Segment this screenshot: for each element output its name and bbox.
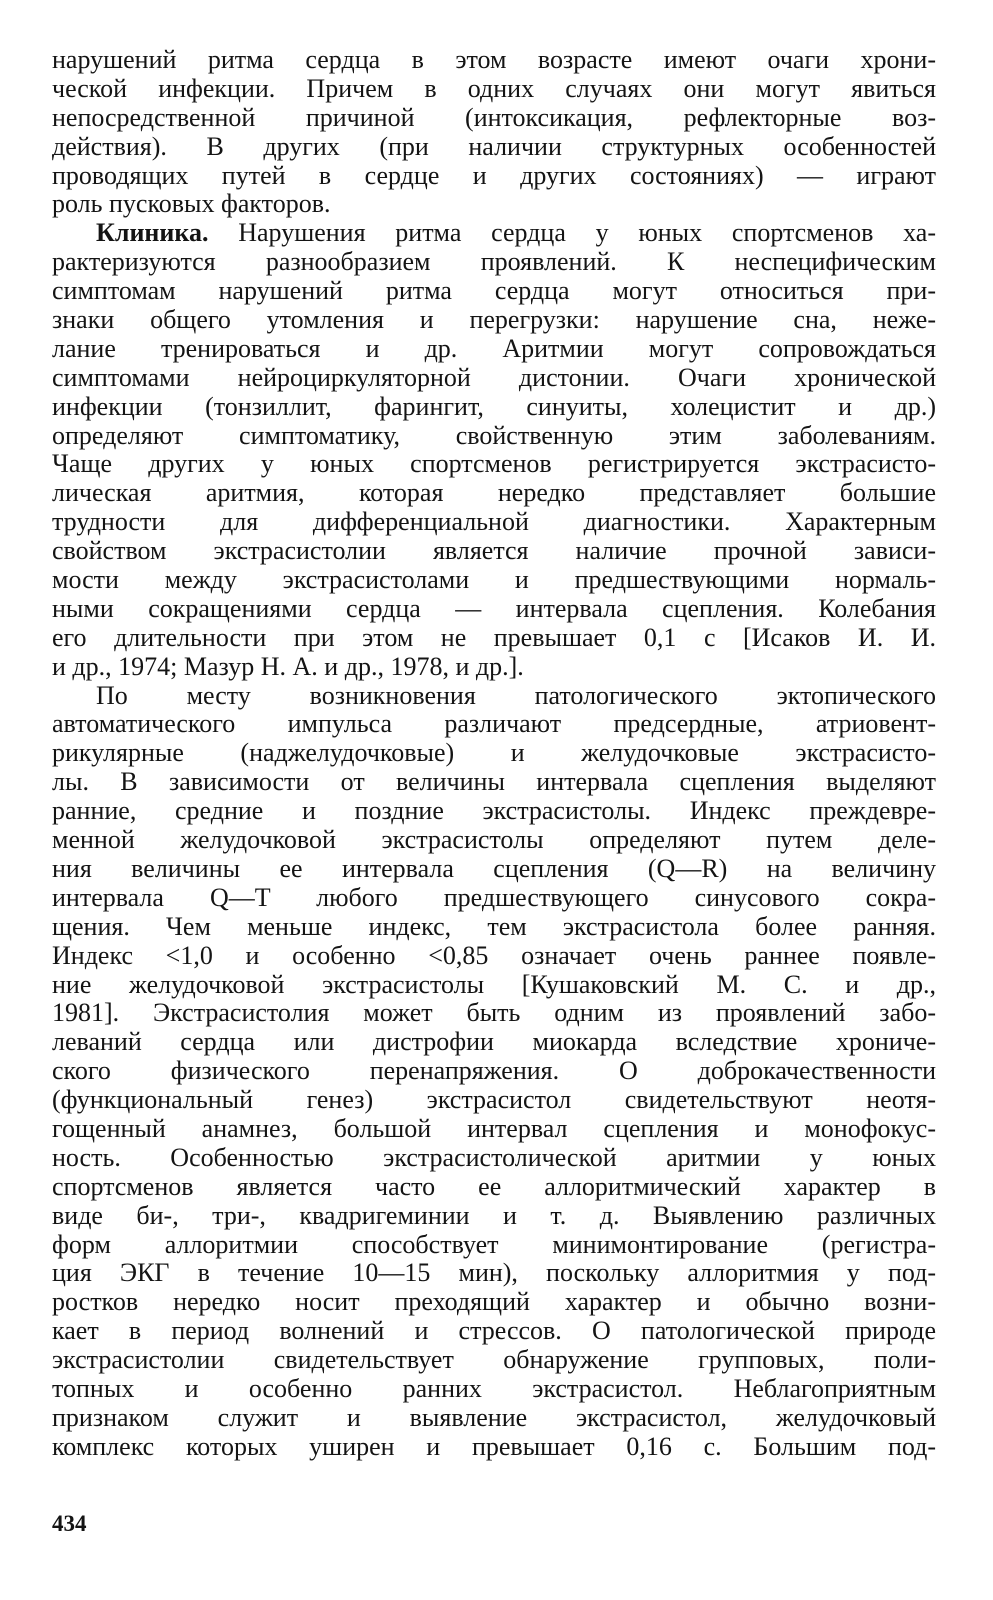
text-line: определяют симптоматику, свойственную этим заболеваниям. — [52, 420, 936, 450]
text-line: форм аллоритмии способствует минимонтирование (регистра- — [52, 1229, 936, 1259]
page-number: 434 — [52, 1511, 87, 1536]
text-line: его длительности при этом не превышает 0,1 с [Исаков И. И. — [52, 622, 936, 652]
text-line: рикулярные (наджелудочковые) и желудочковые экстрасисто- — [52, 738, 936, 768]
text-line: лическая аритмия, которая нередко представляет большие — [52, 478, 936, 508]
text-line: симптомами нейроциркуляторной дистонии. Очаги хронической — [52, 362, 936, 392]
text-line: ранние, средние и поздние экстрасистолы. Индекс преждевре- — [52, 796, 936, 826]
text-line: ческой инфекции. Причем в одних случаях они могут явиться — [52, 73, 936, 103]
section-heading-clinic: Клиника. — [96, 218, 209, 248]
text-line: признаком служит и выявление экстрасистол, желудочковый — [52, 1402, 936, 1432]
text-line: топных и особенно ранних экстрасистол. Неблагоприятным — [52, 1373, 936, 1403]
text-line: ния величины ее интервала сцепления (Q—R) на величину — [52, 853, 936, 883]
text-line: лание тренироваться и др. Аритмии могут сопровождаться — [52, 333, 936, 363]
paragraph-2 — [52, 219, 936, 681]
text-line: инфекции (тонзиллит, фарингит, синуиты, холецистит и др.) — [52, 391, 936, 421]
text-line: проводящих путей в сердце и других состояниях) — играют — [52, 160, 936, 190]
text-line: леваний сердца или дистрофии миокарда вследствие хрониче- — [52, 1027, 936, 1057]
text-line: экстрасистолии свидетельствует обнаружение групповых, поли- — [52, 1345, 936, 1375]
text-line: щения. Чем меньше индекс, тем экстрасистола более ранняя. — [52, 911, 936, 941]
text-line: (функциональный генез) экстрасистол свидетельствуют неотя- — [52, 1085, 936, 1115]
text-line: спортсменов является часто ее аллоритмический характер в — [52, 1171, 936, 1201]
text-line: автоматического импульса различают предсердные, атриовент- — [52, 709, 936, 739]
text-line-with-heading — [52, 219, 936, 248]
text-line: свойством экстрасистолии является наличие прочной зависи- — [52, 536, 936, 566]
text-line: непосредственной причиной (интоксикация, рефлекторные воз- — [52, 102, 936, 132]
text-line: ция ЭКГ в течение 10—15 мин), поскольку аллоритмия у под- — [52, 1258, 936, 1288]
text-line: и др., 1974; Мазур Н. А. и др., 1978, и др.]. — [52, 651, 524, 681]
text-line: нарушений ритма сердца в этом возрасте имеют очаги хрони- — [52, 45, 936, 74]
text-line: ростков нередко носит преходящий характер и обычно возни- — [52, 1287, 936, 1317]
text-line: ние желудочковой экстрасистолы [Кушаковский М. С. и др., — [52, 969, 936, 999]
text-line: ность. Особенностью экстрасистолической аритмии у юных — [52, 1142, 936, 1172]
text-line: роль пусковых факторов. — [52, 189, 331, 219]
text-line: симптомам нарушений ритма сердца могут относиться при- — [52, 276, 936, 306]
text-line: кает в период волнений и стрессов. О патологической природе — [52, 1316, 936, 1346]
text-line: Чаще других у юных спортсменов регистрируется экстрасисто- — [52, 449, 936, 479]
text-line: По месту возникновения патологического эктопического — [96, 680, 936, 710]
text-line: лы. В зависимости от величины интервала сцепления выделяют — [52, 767, 936, 797]
paragraph-1 — [52, 46, 936, 219]
text-line-content: Нарушения ритма сердца у юных спортсменов ха- — [238, 218, 937, 248]
text-line: знаки общего утомления и перегрузки: нарушение сна, неже- — [52, 305, 936, 335]
text-line: виде би-, три-, квадригеминии и т. д. Выявлению различных — [52, 1200, 936, 1230]
text-line: интервала Q—T любого предшествующего синусового сокра- — [52, 882, 936, 912]
text-line: ными сокращениями сердца — интервала сцепления. Колебания — [52, 593, 936, 623]
text-line: гощенный анамнез, большой интервал сцепления и монофокус- — [52, 1113, 936, 1143]
text-line: рактеризуются разнообразием проявлений. К неспецифическим — [52, 247, 936, 277]
text-line: трудности для дифференциальной диагностики. Характерным — [52, 507, 936, 537]
text-line: комплекс которых уширен и превышает 0,16 с. Большим под- — [52, 1431, 936, 1461]
text-line: действия). В других (при наличии структурных особенностей — [52, 131, 936, 161]
text-line: ского физического перенапряжения. О доброкачественности — [52, 1056, 936, 1086]
body-text — [52, 46, 936, 1462]
text-line: 1981]. Экстрасистолия может быть одним из проявлений забо- — [52, 998, 936, 1028]
text-line: Индекс <1,0 и особенно <0,85 означает очень раннее появле- — [52, 940, 936, 970]
paragraph-3 — [52, 682, 936, 1462]
text-line: менной желудочковой экстрасистолы определяют путем деле- — [52, 825, 936, 855]
text-line: мости между экстрасистолами и предшествующими нормаль- — [52, 565, 936, 595]
